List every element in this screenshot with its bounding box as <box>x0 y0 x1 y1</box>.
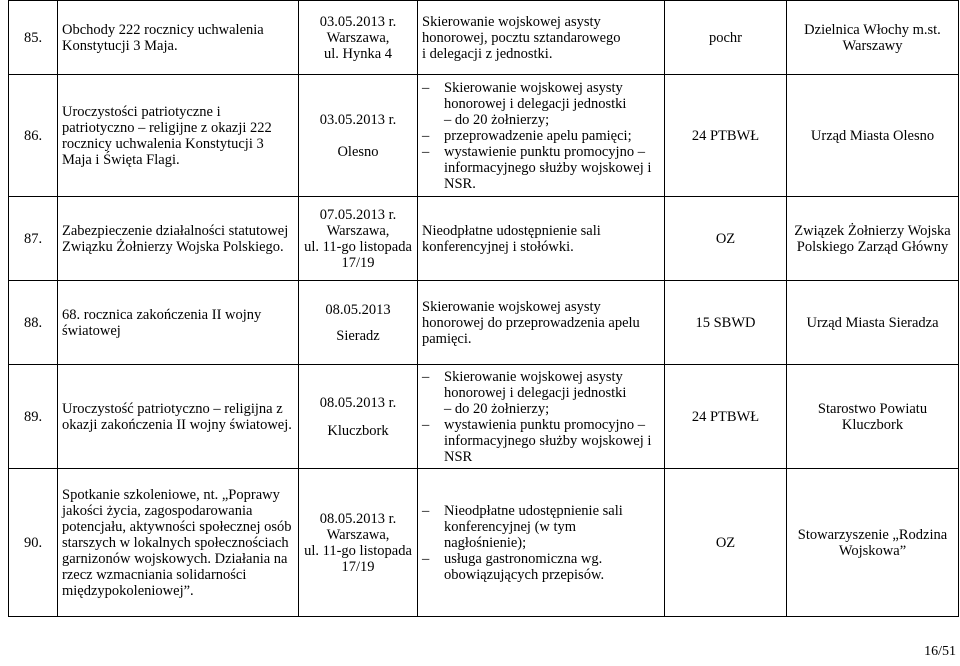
inviter: Stowarzyszenie „Rodzina Wojskowa” <box>787 469 959 617</box>
desc-line: i delegacji z jednostki. <box>422 45 553 62</box>
date: 07.05.2013 r. <box>319 206 397 223</box>
row-number: 87. <box>9 197 58 281</box>
support-description <box>418 1 665 75</box>
address: ul. Hynka 4 <box>323 45 393 62</box>
dash-bullet-icon: – <box>422 416 430 433</box>
support-description <box>418 197 665 281</box>
unit: OZ <box>665 469 787 617</box>
address: ul. 11-go listopada <box>304 238 412 255</box>
dash-bullet-icon: – <box>422 368 430 385</box>
unit: pochr <box>665 1 787 75</box>
support-description <box>418 75 665 197</box>
dash-bullet-icon: – <box>422 502 430 519</box>
date-place <box>299 365 418 469</box>
unit: 24 PTBWŁ <box>665 365 787 469</box>
event-title: Uroczystość patriotyczno – religijna z okazji zakończenia II wojny światowej. <box>58 365 299 469</box>
date: 03.05.2013 r. <box>319 111 397 128</box>
inviter: Związek Żołnierzy Wojska Polskiego Zarząd Główny <box>787 197 959 281</box>
dash-bullet-icon: – <box>422 79 430 96</box>
event-title: Spotkanie szkoleniowe, nt. „Poprawy jakości życia, zagospodarowania potencjału, aktywności społecznej osób starszych w lokalnych społecznościach garnizonów wojskowych. Działania na rzecz wzmacniania solidarności międzypokoleniowej”. <box>58 469 299 617</box>
date: 08.05.2013 <box>325 301 391 318</box>
place: Olesno <box>337 143 379 160</box>
desc-line: honorowej do przeprowadzenia apelu <box>422 314 640 331</box>
place: Kluczbork <box>327 422 389 439</box>
address: 17/19 <box>341 558 375 575</box>
unit: 24 PTBWŁ <box>665 75 787 197</box>
date-place <box>299 197 418 281</box>
row-number: 88. <box>9 281 58 365</box>
table-row <box>9 365 959 469</box>
desc-item <box>422 144 660 192</box>
dash-bullet-icon: – <box>422 127 430 144</box>
desc-text: wystawienia punktu promocyjno – informacyjnego służby wojskowej i NSR <box>444 416 652 465</box>
date: 03.05.2013 r. <box>319 13 397 30</box>
date-place <box>299 469 418 617</box>
unit: OZ <box>665 197 787 281</box>
date-place <box>299 1 418 75</box>
place: Warszawa, <box>326 222 390 239</box>
desc-item <box>422 417 660 465</box>
desc-line: konferencyjnej i stołówki. <box>422 238 574 255</box>
date: 08.05.2013 r. <box>319 394 397 411</box>
date: 08.05.2013 r. <box>319 510 397 527</box>
dash-bullet-icon: – <box>422 550 430 567</box>
event-title: 68. rocznica zakończenia II wojny światowej <box>58 281 299 365</box>
desc-text: – do 20 żołnierzy; <box>444 400 550 417</box>
desc-text: przeprowadzenie apelu pamięci; <box>444 127 632 144</box>
desc-line: Skierowanie wojskowej asysty <box>422 298 601 315</box>
row-number: 90. <box>9 469 58 617</box>
desc-text: Nieodpłatne udostępnienie sali konferencyjnej (w tym nagłośnienie); <box>444 502 623 551</box>
event-title: Obchody 222 rocznicy uchwalenia Konstytucji 3 Maja. <box>58 1 299 75</box>
page-number: 16/51 <box>924 644 956 659</box>
event-title: Uroczystości patriotyczne i patriotyczno – religijne z okazji 222 rocznicy uchwalenia Konstytucji 3 Maja i Święta Flagi. <box>58 75 299 197</box>
desc-line: pamięci. <box>422 330 472 347</box>
unit: 15 SBWD <box>665 281 787 365</box>
desc-text: wystawienie punktu promocyjno – informacyjnego służby wojskowej i NSR. <box>444 143 652 192</box>
desc-text: – do 20 żołnierzy; <box>444 111 550 128</box>
address: 17/19 <box>341 254 375 271</box>
address: ul. 11-go listopada <box>304 542 412 559</box>
event-title: Zabezpieczenie działalności statutowej Związku Żołnierzy Wojska Polskiego. <box>58 197 299 281</box>
desc-item <box>422 551 660 583</box>
desc-item <box>422 80 660 112</box>
dash-bullet-icon: – <box>422 143 430 160</box>
support-description <box>418 365 665 469</box>
date-place <box>299 281 418 365</box>
row-number: 89. <box>9 365 58 469</box>
place: Warszawa, <box>326 29 390 46</box>
table-row <box>9 281 959 365</box>
desc-text: usługa gastronomiczna wg. obowiązujących przepisów. <box>444 550 605 583</box>
support-description <box>418 469 665 617</box>
events-table <box>8 0 959 617</box>
table-row <box>9 75 959 197</box>
desc-item <box>422 369 660 401</box>
desc-text: Skierowanie wojskowej asysty honorowej i delegacji jednostki <box>444 79 627 112</box>
desc-item <box>422 128 660 144</box>
inviter: Urząd Miasta Sieradza <box>787 281 959 365</box>
table-row <box>9 469 959 617</box>
desc-line: honorowej, pocztu sztandarowego <box>422 29 621 46</box>
desc-item <box>422 503 660 551</box>
inviter: Urząd Miasta Olesno <box>787 75 959 197</box>
desc-line: Skierowanie wojskowej asysty <box>422 13 601 30</box>
desc-text: Skierowanie wojskowej asysty honorowej i delegacji jednostki <box>444 368 627 401</box>
date-place <box>299 75 418 197</box>
place: Sieradz <box>336 327 380 344</box>
inviter: Starostwo Powiatu Kluczbork <box>787 365 959 469</box>
place: Warszawa, <box>326 526 390 543</box>
support-description <box>418 281 665 365</box>
row-number: 86. <box>9 75 58 197</box>
table-row <box>9 197 959 281</box>
desc-line: Nieodpłatne udostępnienie sali <box>422 222 601 239</box>
inviter: Dzielnica Włochy m.st. Warszawy <box>787 1 959 75</box>
row-number: 85. <box>9 1 58 75</box>
table-row <box>9 1 959 75</box>
